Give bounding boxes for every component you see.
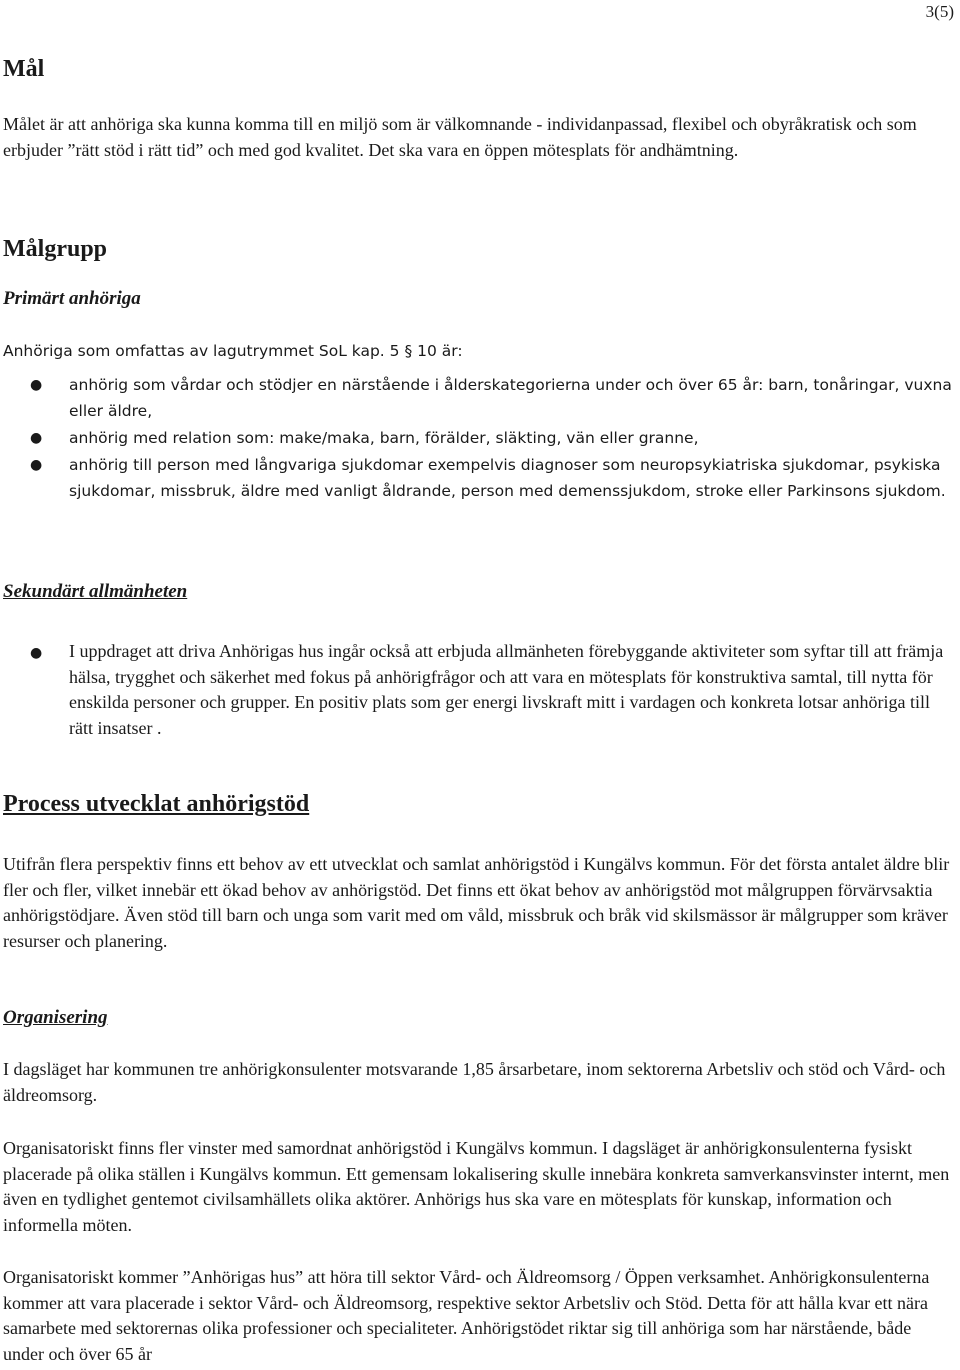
malgrupp-intro: Anhöriga som omfattas av lagutrymmet SoL kap. 5 § 10 är: <box>3 342 463 360</box>
heading-malgrupp: Målgrupp <box>3 236 108 262</box>
subheading-sekundart-allmanheten: Sekundärt allmänheten <box>3 581 188 602</box>
organisering-paragraph-3: Organisatoriskt kommer ”Anhörigas hus” att höra till sektor Vård- och Äldreomsorg / Öppen verksamhet. Anhörigkonsulenterna kommer att vara placerade i sektor Vård- och Äldreomsorg, respektive sektor Arbetsliv och Stöd. Detta för att hålla kvar ett nära samarbete med sektorernas olika professioner och specialiteter. Anhörigstödet riktar sig till anhöriga som har närstående, både under och över 65 år <box>3 1267 930 1364</box>
bullet-icon: ● <box>30 645 43 661</box>
page-number: 3(5) <box>925 2 954 21</box>
bullet-icon: ● <box>30 430 43 446</box>
bullet-icon: ● <box>30 377 43 393</box>
list-item-text: anhörig med relation som: make/maka, barn, förälder, släkting, vän eller granne, <box>69 429 699 447</box>
malgrupp-bullet-list <box>3 372 955 505</box>
subheading-primart-anhoriga: Primärt anhöriga <box>3 288 141 309</box>
subheading-organisering: Organisering <box>3 1007 108 1028</box>
list-item-text: anhörig som vårdar och stödjer en närstående i ålderskategorierna under och över 65 år: barn, tonåringar, vuxna eller äldre, <box>69 376 952 420</box>
list-item <box>3 372 955 424</box>
heading-mal: Mål <box>3 56 45 82</box>
list-item <box>3 425 955 451</box>
heading-process: Process utvecklat anhörigstöd <box>3 791 310 817</box>
list-item-text: anhörig till person med långvariga sjukdomar exempelvis diagnoser som neuropsykiatriska sjukdomar, psykiska sjukdomar, missbruk, äldre med vanligt åldrande, person med demenssjukdom, stroke eller Parkinsons sjukdom. <box>69 456 946 500</box>
organisering-paragraph-2: Organisatoriskt finns fler vinster med samordnat anhörigstöd i Kungälvs kommun. I dagsläget är anhörigkonsulenterna fysiskt placerade på olika ställen i Kungälvs kommun. Ett gemensam lokalisering skulle innebära konkreta samverkansvinster internt, men även en tydlighet gentemot civilsamhällets olika aktörer. Anhörigs hus ska vare en mötesplats för kunskap, information och informella möten. <box>3 1138 950 1235</box>
mal-paragraph: Målet är att anhöriga ska kunna komma till en miljö som är välkomnande - individanpassad, flexibel och obyråkratisk och som erbjuder ”rätt stöd i rätt tid” och med god kvalitet. Det ska vara en öppen mötesplats för andhämtning. <box>3 114 917 160</box>
organisering-paragraph-1: I dagsläget har kommunen tre anhörigkonsulenter motsvarande 1,85 årsarbetare, inom sektorerna Arbetsliv och stöd och Vård- och äldreomsorg. <box>3 1059 946 1105</box>
process-paragraph: Utifrån flera perspektiv finns ett behov av ett utvecklat och samlat anhörigstöd i Kungälvs kommun. För det första antalet äldre blir fler och fler, vilket innebär ett ökad behov av anhörigstöd. Det finns ett ökat behov av anhörigstöd mot målgruppen förvärvsaktia anhörigstödjare. Även stöd till barn och unga som varit med om våld, missbruk och bråk vid skilsmässor är målgrupper som kräver resurser och planering. <box>3 854 950 951</box>
bullet-icon: ● <box>30 457 43 473</box>
list-item <box>3 452 955 504</box>
list-item-text: I uppdraget att driva Anhörigas hus ingår också att erbjuda allmänheten förebyggande aktiviteter som syftar till att främja hälsa, trygghet och säkerhet med fokus på anhörigfrågor och att vara en mötesplats för konstruktiva samtal, till nytta för enskilda personer och grupper. En positiv plats som ger energi livskraft mitt i vardagen och konkreta lotsar anhöriga till rätt insatser . <box>69 641 944 738</box>
list-item <box>3 639 955 741</box>
sekundart-bullet-list <box>3 639 955 741</box>
